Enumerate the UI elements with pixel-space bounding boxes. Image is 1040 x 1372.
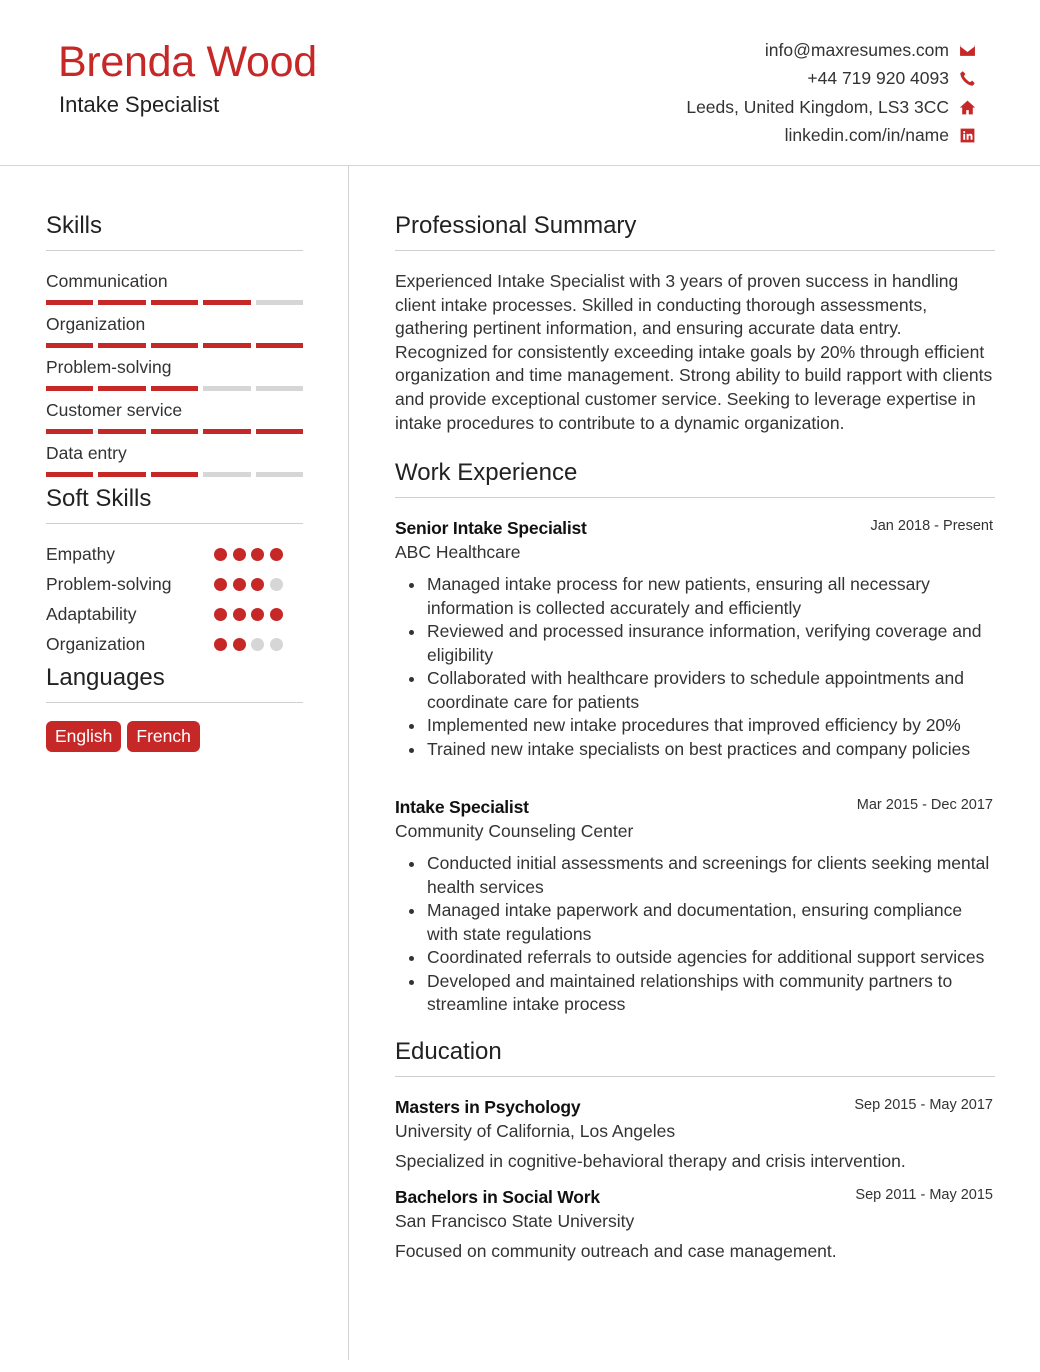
experience-title: Work Experience bbox=[395, 459, 995, 498]
list-item: Developed and maintained relationships with community partners to streamline intake process bbox=[395, 970, 995, 1017]
education-description: Specialized in cognitive-behavioral therapy and crisis intervention. bbox=[395, 1151, 906, 1171]
soft-skill-item bbox=[46, 604, 303, 634]
soft-skills-title: Soft Skills bbox=[46, 485, 303, 524]
list-item: Managed intake process for new patients, ensuring all necessary information is collected accurately and efficiently bbox=[395, 573, 995, 620]
soft-skill-item bbox=[46, 574, 303, 604]
skill-item bbox=[46, 443, 303, 477]
job-entry bbox=[395, 518, 995, 761]
contact-phone[interactable] bbox=[686, 65, 976, 94]
contact-block bbox=[686, 36, 976, 150]
degree-title: Masters in Psychology bbox=[395, 1097, 581, 1117]
candidate-title: Intake Specialist bbox=[59, 92, 220, 117]
job-title: Senior Intake Specialist bbox=[395, 518, 587, 538]
contact-linkedin-text: linkedin.com/in/name bbox=[784, 125, 949, 146]
list-item: Conducted initial assessments and screenings for clients seeking mental health services bbox=[395, 852, 995, 899]
skill-level-bar bbox=[46, 429, 303, 434]
soft-skill-rating bbox=[214, 548, 283, 561]
skill-name: Problem-solving bbox=[46, 357, 172, 377]
soft-skill-rating bbox=[214, 638, 283, 651]
list-item: Managed intake paperwork and documentation, ensuring compliance with state regulations bbox=[395, 899, 995, 946]
job-date: Mar 2015 - Dec 2017 bbox=[856, 797, 993, 813]
skill-level-bar bbox=[46, 472, 303, 477]
skill-name: Organization bbox=[46, 314, 146, 334]
contact-phone-text: +44 719 920 4093 bbox=[807, 68, 949, 89]
list-item: Reviewed and processed insurance information, verifying coverage and eligibility bbox=[395, 620, 995, 667]
linkedin-icon bbox=[958, 127, 976, 145]
contact-address-text: Leeds, United Kingdom, LS3 3CC bbox=[686, 96, 949, 117]
contact-linkedin[interactable] bbox=[686, 122, 976, 151]
list-item: Implemented new intake procedures that improved efficiency by 20% bbox=[395, 714, 995, 738]
list-item: Coordinated referrals to outside agencies for additional support services bbox=[395, 946, 995, 970]
job-company: Community Counseling Center bbox=[395, 821, 634, 841]
degree-title: Bachelors in Social Work bbox=[395, 1187, 600, 1207]
languages-list bbox=[46, 721, 200, 752]
soft-skill-name: Adaptability bbox=[46, 604, 137, 624]
education-entry bbox=[395, 1097, 995, 1172]
contact-email-text: info@maxresumes.com bbox=[764, 39, 949, 60]
skill-level-bar bbox=[46, 386, 303, 391]
language-badge: French bbox=[127, 721, 199, 752]
soft-skill-name: Organization bbox=[46, 634, 146, 654]
education-date: Sep 2011 - May 2015 bbox=[855, 1187, 993, 1203]
soft-skill-item bbox=[46, 634, 303, 664]
candidate-name: Brenda Wood bbox=[58, 38, 317, 86]
school-name: San Francisco State University bbox=[395, 1211, 635, 1231]
soft-skill-rating bbox=[214, 578, 283, 591]
soft-skill-name: Problem-solving bbox=[46, 574, 172, 594]
soft-skill-name: Empathy bbox=[46, 544, 116, 564]
languages-title: Languages bbox=[46, 664, 303, 703]
education-date: Sep 2015 - May 2017 bbox=[854, 1097, 993, 1113]
skill-level-bar bbox=[46, 300, 303, 305]
home-icon bbox=[958, 98, 976, 116]
envelope-icon bbox=[958, 41, 976, 59]
job-entry bbox=[395, 797, 995, 1017]
resume-header bbox=[0, 0, 1040, 166]
education-title: Education bbox=[395, 1038, 995, 1077]
job-company: ABC Healthcare bbox=[395, 542, 521, 562]
skills-title: Skills bbox=[46, 212, 303, 251]
education-description: Focused on community outreach and case management. bbox=[395, 1241, 837, 1261]
skill-item bbox=[46, 400, 303, 434]
school-name: University of California, Los Angeles bbox=[395, 1121, 676, 1141]
list-item: Trained new intake specialists on best practices and company policies bbox=[395, 738, 995, 762]
list-item: Collaborated with healthcare providers to schedule appointments and coordinate care for patients bbox=[395, 667, 995, 714]
skill-name: Customer service bbox=[46, 400, 183, 420]
job-date: Jan 2018 - Present bbox=[870, 518, 993, 534]
summary-title: Professional Summary bbox=[395, 212, 995, 251]
language-badge: English bbox=[46, 721, 121, 752]
skill-item bbox=[46, 357, 303, 391]
job-bullets bbox=[395, 852, 995, 1017]
skill-item bbox=[46, 314, 303, 348]
education-entry bbox=[395, 1187, 995, 1262]
soft-skill-item bbox=[46, 544, 303, 574]
job-bullets bbox=[395, 573, 995, 761]
contact-address bbox=[686, 93, 976, 122]
contact-email[interactable] bbox=[686, 36, 976, 65]
skill-level-bar bbox=[46, 343, 303, 348]
job-title: Intake Specialist bbox=[395, 797, 529, 817]
summary-text: Experienced Intake Specialist with 3 years of proven success in handling client intake processes. Skilled in conducting thorough assessments, gathering pertinent information, and ensuring accurate data entry. Recognized for consistently exceeding intake goals by 20% through efficient organization and time management. Strong ability to build rapport with clients and provide exceptional customer service. Seeking to leverage expertise in intake procedures to contribute to a dynamic organization. bbox=[395, 271, 993, 433]
skill-item bbox=[46, 271, 303, 305]
column-divider bbox=[348, 166, 349, 1360]
skill-name: Data entry bbox=[46, 443, 127, 463]
phone-icon bbox=[958, 70, 976, 88]
skill-name: Communication bbox=[46, 271, 168, 291]
soft-skill-rating bbox=[214, 608, 283, 621]
